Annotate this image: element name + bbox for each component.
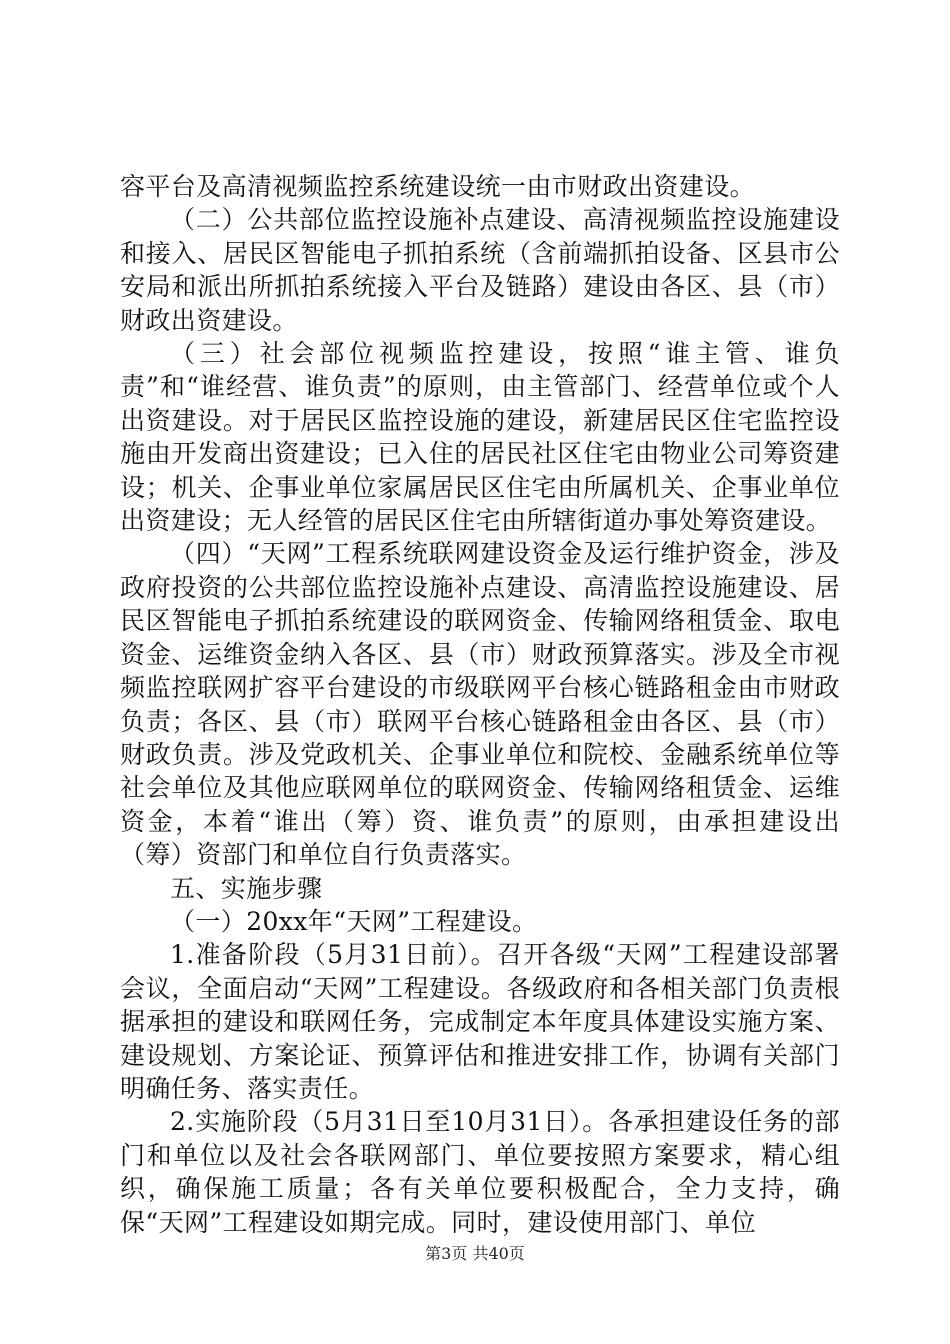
document-body	[120, 170, 840, 1239]
subsection-heading-construction: （一）20xx年“天网”工程建设。	[170, 906, 538, 936]
paragraph-item-2: （二）公共部位监控设施补点建设、高清视频监控设施建设和接入、居民区智能电子抓拍系统（含前端抓拍设备、区县市公安局和派出所抓拍系统接入平台及链路）建设由各区、县（市）财政出资建设。	[120, 205, 840, 335]
paragraph-preparation-stage: 1.准备阶段（5月31日前）。召开各级“天网”工程建设部署会议，全面启动“天网”工程建设。各级政府和各相关部门负责根据承担的建设和联网任务，完成制定本年度具体建设实施方案、建设规划、方案论证、预算评估和推进安排工作，协调有关部门明确任务、落实责任。	[120, 940, 840, 1103]
paragraph-implementation-stage: 2.实施阶段（5月31日至10月31日）。各承担建设任务的部门和单位以及社会各联网部门、单位要按照方案要求，精心组织，确保施工质量；各有关单位要积极配合，全力支持，确保“天网”工程建设如期完成。同时，建设使用部门、单位	[120, 1107, 840, 1237]
paragraph-continuation: 容平台及高清视频监控系统建设统一由市财政出资建设。	[120, 172, 756, 201]
page-number-footer: 第3页 共40页	[425, 1244, 525, 1263]
section-heading-implementation-steps: 五、实施步骤	[170, 873, 323, 903]
paragraph-item-3: （三）社会部位视频监控建设，按照“谁主管、谁负责”和“谁经营、谁负责”的原则，由主管部门、经营单位或个人出资建设。对于居民区监控设施的建设，新建居民区住宅监控设施由开发商出资建设；已入住的居民社区住宅由物业公司筹资建设；机关、企事业单位家属居民区住宅由所属机关、企事业单位出资建设；无人经管的居民区住宅由所辖街道办事处筹资建设。	[120, 339, 840, 536]
paragraph-item-4: （四）“天网”工程系统联网建设资金及运行维护资金，涉及政府投资的公共部位监控设施补点建设、高清监控设施建设、居民区智能电子抓拍系统建设的联网资金、传输网络租赁金、取电资金、运维资金纳入各区、县（市）财政预算落实。涉及全市视频监控联网扩容平台建设的市级联网平台核心链路租金由市财政负责；各区、县（市）联网平台核心链路租金由各区、县（市）财政负责。涉及党政机关、企事业单位和院校、金融系统单位等社会单位及其他应联网单位的联网资金、传输网络租赁金、运维资金，本着“谁出（筹）资、谁负责”的原则，由承担建设出（筹）资部门和单位自行负责落实。	[120, 539, 840, 870]
